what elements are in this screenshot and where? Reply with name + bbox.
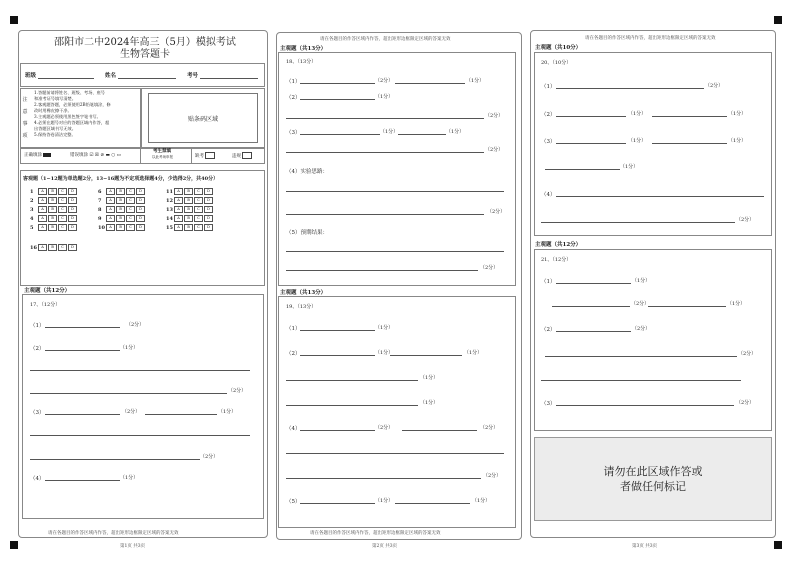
name-label: 姓名 [105, 73, 117, 79]
mc-option-d[interactable]: D [68, 224, 77, 231]
mc-option-d[interactable]: D [68, 188, 77, 195]
q20-4-label: （4） [541, 192, 556, 198]
barcode-label: 贴条码区域 [187, 115, 218, 123]
mc-question-11 [166, 188, 214, 195]
q17-4-label: （4） [30, 476, 45, 482]
q18-1-label: （1） [286, 79, 301, 85]
q18-4-score: （2分） [487, 209, 506, 215]
mc-option-b[interactable]: B [116, 224, 125, 231]
q21-1-field-c[interactable] [648, 306, 726, 307]
mc-option-a[interactable]: A [38, 215, 47, 222]
mc-option-a[interactable]: A [174, 224, 183, 231]
q19-4-label: （4） [286, 426, 301, 432]
mc-option-a[interactable]: A [106, 206, 115, 213]
mc-option-c[interactable]: C [58, 224, 67, 231]
q18-5-line-a[interactable] [286, 251, 504, 252]
mc-number: 14 [166, 215, 173, 222]
q17-1-field[interactable] [45, 327, 120, 328]
mc-option-a[interactable]: A [174, 215, 183, 222]
mc-option-d[interactable]: D [136, 215, 145, 222]
page-1-footer: 第1页 共3页 [120, 544, 146, 549]
mc-number: 12 [166, 197, 173, 204]
mc-option-d[interactable]: D [204, 197, 213, 204]
mc-question-1 [30, 188, 78, 195]
q19-4b-score: （2分） [480, 425, 499, 431]
correct-fill-sample [43, 153, 51, 157]
q20-3-field-b[interactable] [652, 143, 727, 144]
correct-fill-label: 正确填涂 [24, 152, 51, 158]
q17-2b-score: （2分） [228, 388, 247, 394]
q19-5-label: （5） [286, 499, 301, 505]
q19-2-field-a[interactable] [300, 355, 375, 356]
q17-3-label: （3） [30, 410, 45, 416]
absent-label: 缺考 [195, 152, 215, 159]
mc-option-d[interactable]: D [68, 197, 77, 204]
q18-5-score: （2分） [480, 265, 499, 271]
mc-option-c[interactable]: C [126, 188, 135, 195]
q17-1-score: （2分） [126, 322, 145, 328]
no-answer-text-1: 请勿在此区域作答或 [603, 465, 703, 478]
q19-4-field-a[interactable] [300, 430, 375, 431]
q20-3b-score: （1分） [728, 138, 747, 144]
q17-2-field[interactable] [45, 350, 120, 351]
class-field[interactable] [38, 78, 94, 79]
q17-3-field-a[interactable] [45, 414, 120, 415]
mc-option-c[interactable]: C [194, 224, 203, 231]
mc-option-c[interactable]: C [126, 224, 135, 231]
mc-option-d[interactable]: D [136, 224, 145, 231]
mc-option-c[interactable]: C [58, 206, 67, 213]
no-answer-area [534, 437, 772, 521]
barcode-area [148, 93, 258, 143]
q21-2-line[interactable] [545, 356, 737, 357]
mc-question-4 [30, 215, 78, 222]
q18-1-score: （2分） [375, 78, 394, 84]
mc-number: 4 [30, 215, 34, 222]
q18-2-line[interactable] [286, 118, 484, 119]
q18-3-line[interactable] [286, 152, 484, 153]
q19-number: 19、（13分） [286, 304, 317, 310]
mc-option-d[interactable]: D [136, 197, 145, 204]
q21-2-line-b[interactable] [541, 380, 741, 381]
q18-3a-score: （1分） [380, 129, 399, 135]
mc-option-b[interactable]: B [184, 188, 193, 195]
mc-option-d[interactable]: D [204, 206, 213, 213]
q18-3-field-a[interactable] [300, 134, 380, 135]
q17-2-line-b[interactable] [30, 393, 227, 394]
mc-option-c[interactable]: C [194, 215, 203, 222]
q18-2-label: （2） [286, 95, 301, 101]
mc-option-c[interactable]: C [126, 206, 135, 213]
mc-option-c[interactable]: C [194, 188, 203, 195]
mc-question-15 [166, 224, 214, 231]
page-3-footer: 第3页 共3页 [632, 544, 658, 549]
q18-3c-score: （2分） [485, 147, 504, 153]
q20-4-line-a[interactable] [556, 196, 764, 197]
id-label: 考号 [187, 73, 199, 79]
wrong-fill-samples: ☑ ☒ ⊘ ▬ ○ ▭ [89, 153, 121, 158]
q18-number: 18、（13分） [286, 59, 317, 65]
mc-question-9 [98, 215, 146, 222]
q21-3-score: （2分） [736, 400, 755, 406]
mc-option-b[interactable]: B [48, 188, 57, 195]
q21-1-field-b[interactable] [552, 306, 630, 307]
q21-1b-score: （2分） [631, 301, 650, 307]
q19-5b-score: （1分） [472, 498, 491, 504]
q19-5-field-b[interactable] [395, 503, 470, 504]
mc-option-d[interactable]: D [204, 188, 213, 195]
mc-option-b[interactable]: B [184, 206, 193, 213]
q20-3-label: （3） [541, 139, 556, 145]
q19-4a-score: （2分） [375, 425, 394, 431]
q17-2-label: （2） [30, 346, 45, 352]
mc-option-c[interactable]: C [58, 244, 67, 251]
mc-question-10 [98, 224, 146, 231]
q18-5-label: （5）预期结果： [286, 230, 328, 236]
q20-3-field-a[interactable] [556, 143, 626, 144]
page-2-margin-note: 请在各题目的作答区域内作答，超出矩形边框限定区域的答案无效 [310, 531, 441, 536]
mc-question-14 [166, 215, 214, 222]
q21-2-field[interactable] [556, 331, 631, 332]
mc-number: 8 [98, 206, 102, 213]
q17-2-line-a[interactable] [30, 370, 250, 371]
mc-option-c[interactable]: C [194, 206, 203, 213]
mc-option-b[interactable]: B [116, 206, 125, 213]
mc-option-a[interactable]: A [106, 224, 115, 231]
q19-1-score: （1分） [375, 325, 394, 331]
mc-option-d[interactable]: D [68, 244, 77, 251]
mc-option-d[interactable]: D [204, 224, 213, 231]
mc-number: 6 [98, 188, 102, 195]
q17-4-field[interactable] [45, 480, 120, 481]
q18-heading: 主观题（共13分） [280, 46, 327, 52]
q20-1-field[interactable] [556, 88, 704, 89]
q21-heading: 主观题（共12分） [535, 242, 582, 248]
q17-3-line-c[interactable] [30, 435, 250, 436]
mc-option-b[interactable]: B [116, 188, 125, 195]
mc-option-a[interactable]: A [106, 188, 115, 195]
mc-option-a[interactable]: A [38, 197, 47, 204]
q18-1-field[interactable] [300, 83, 375, 84]
q19-4-line-c[interactable] [286, 453, 504, 454]
q17-3b-score: （1分） [218, 409, 237, 415]
q19-4-line-d[interactable] [286, 478, 481, 479]
q19-heading: 主观题（共13分） [280, 290, 327, 296]
mc-number: 1 [30, 188, 34, 195]
sheet-subtitle: 生物答题卡 [120, 49, 170, 60]
mc-question-8 [98, 206, 146, 213]
mc-question-7 [98, 197, 146, 204]
q20-3-field-c[interactable] [545, 169, 620, 170]
page-2-footer: 第2页 共3页 [372, 544, 398, 549]
mc-question-13 [166, 206, 214, 213]
q17-3-line-d[interactable] [30, 459, 200, 460]
q19-4c-score: （2分） [483, 473, 502, 479]
q21-1-label: （1） [541, 279, 556, 285]
mc-option-b[interactable]: B [184, 215, 193, 222]
q19-2a-score: （1分） [375, 350, 394, 356]
mc-question-6 [98, 188, 146, 195]
absent-box[interactable] [205, 152, 215, 159]
q21-2-label: （2） [541, 327, 556, 333]
q19-2-label: （2） [286, 351, 301, 357]
q19-2-field-c[interactable] [286, 380, 418, 381]
mc-option-d[interactable]: D [68, 206, 77, 213]
q17-3-field-b[interactable] [145, 414, 217, 415]
mc-option-a[interactable]: A [38, 224, 47, 231]
mc-option-a[interactable]: A [38, 206, 47, 213]
mc-option-a[interactable]: A [106, 215, 115, 222]
mc-number: 3 [30, 206, 34, 213]
mc-option-c[interactable]: C [58, 215, 67, 222]
notice-side-label: 注 意 事 项 [22, 97, 28, 139]
mc-option-c[interactable]: C [126, 197, 135, 204]
q18-1-field-b[interactable] [395, 83, 465, 84]
mc-option-d[interactable]: D [68, 215, 77, 222]
q21-number: 21、（12分） [541, 257, 572, 263]
q20-1-label: （1） [541, 84, 556, 90]
mc-option-d[interactable]: D [204, 215, 213, 222]
mc-option-b[interactable]: B [48, 224, 57, 231]
mc-number: 10 [98, 224, 105, 231]
q20-3a-score: （1分） [628, 138, 647, 144]
mc-question-12 [166, 197, 214, 204]
q19-5a-score: （1分） [375, 498, 394, 504]
mc-option-c[interactable]: C [58, 188, 67, 195]
mc-option-a[interactable]: A [38, 244, 47, 251]
mc-option-b[interactable]: B [184, 224, 193, 231]
q19-2b-score: （1分） [464, 350, 483, 356]
q18-4-line-b[interactable] [286, 214, 484, 215]
name-field[interactable] [118, 78, 176, 79]
q18-2-score: （1分） [375, 94, 394, 100]
q19-3-score: （1分） [420, 400, 439, 406]
mc-number: 5 [30, 224, 34, 231]
q18-3b-score: （1分） [446, 129, 465, 135]
notice-text: 1.答题前请将姓名、班级、考场、座号 和准考证号填写清楚。 2.客观题答题，必须使用2B铅笔填涂，修 改时用橡皮擦干净。 3.主观题必须使用黑色签字笔书写。 4.必须在题号对应的答题区域内作答，超 出答题区域书写无效。 5.保持答卷清洁完整。 [34, 90, 111, 137]
class-label: 班级 [25, 73, 37, 79]
q18-4-line-a[interactable] [286, 191, 504, 192]
mc-option-b[interactable]: B [116, 197, 125, 204]
no-answer-text-2: 者做任何标记 [620, 480, 686, 493]
q19-2-field-b[interactable] [390, 355, 462, 356]
student-info-box [20, 63, 265, 87]
mc-option-b[interactable]: B [184, 197, 193, 204]
q20-2-field-b[interactable] [652, 116, 727, 117]
q20-2b-score: （1分） [728, 111, 747, 117]
registration-mark-top-right [774, 16, 782, 24]
q19-1-label: （1） [286, 326, 301, 332]
mc-option-a[interactable]: A [174, 188, 183, 195]
q17-2-score: （1分） [120, 345, 139, 351]
violation-label: 违规 [232, 152, 252, 159]
mc-option-b[interactable]: B [48, 244, 57, 251]
violation-box[interactable] [242, 152, 252, 159]
q18-2-field[interactable] [300, 99, 375, 100]
q20-1-score: （2分） [705, 83, 724, 89]
page-2-top-note: 请在各题目的作答区域内作答，超出矩形边框限定区域的答案无效 [320, 37, 451, 42]
q17-1-label: （1） [30, 323, 45, 329]
page-3-top-note: 请在各题目的作答区域内作答，超出矩形边框限定区域的答案无效 [585, 36, 716, 41]
mc-number: 7 [98, 197, 102, 204]
q20-4-score: （2分） [736, 217, 755, 223]
q19-4-field-b[interactable] [402, 430, 477, 431]
mc-number: 15 [166, 224, 173, 231]
mc-option-d[interactable]: D [136, 206, 145, 213]
q21-2b-score: （2分） [738, 351, 757, 357]
objective-heading: 客观题（1~12题为单选题2分，13~16题为不定项选择题4分，少选得2分，共40分） [23, 176, 219, 182]
mc-number: 16 [30, 244, 37, 251]
mc-option-b[interactable]: B [116, 215, 125, 222]
mc-option-c[interactable]: C [126, 215, 135, 222]
mc-option-a[interactable]: A [38, 188, 47, 195]
mc-question-3 [30, 206, 78, 213]
mc-option-c[interactable]: C [58, 197, 67, 204]
mc-number: 2 [30, 197, 34, 204]
teacher-only-sub: 以此考场申报 [152, 155, 173, 159]
teacher-only-label: 考生禁填 [153, 149, 171, 154]
q21-3-field[interactable] [556, 405, 734, 406]
q20-answer-box [534, 52, 772, 236]
q21-3-label: （3） [541, 401, 556, 407]
registration-mark-bottom-right [774, 541, 782, 549]
q21-1-score: （1分） [632, 278, 651, 284]
mc-option-b[interactable]: B [48, 215, 57, 222]
q17-3c-score: （2分） [200, 454, 219, 460]
exam-title: 邵阳市二中2024年高三（5月）模拟考试 [54, 37, 236, 48]
q18-2b-score: （2分） [485, 113, 504, 119]
q18-4-label: （4）实验思路： [286, 169, 328, 175]
mc-question-16 [30, 244, 78, 251]
mc-option-b[interactable]: B [48, 197, 57, 204]
q17-3a-score: （2分） [122, 409, 141, 415]
q18-3-field-b[interactable] [398, 134, 446, 135]
mc-option-d[interactable]: D [136, 188, 145, 195]
q18-5-line-b[interactable] [286, 270, 478, 271]
q21-2-score: （2分） [632, 326, 651, 332]
q20-number: 20、（10分） [541, 60, 572, 66]
mc-option-a[interactable]: A [106, 197, 115, 204]
page-1-margin-note: 请在各题目的作答区域内作答，超出矩形边框限定区域的答案无效 [48, 531, 179, 536]
q20-2-field-a[interactable] [556, 116, 626, 117]
q17-4-score: （1分） [120, 475, 139, 481]
registration-mark-bottom-left [10, 541, 18, 549]
q20-heading: 主观题（共10分） [535, 45, 582, 51]
q19-3-field[interactable] [286, 405, 418, 406]
mc-option-a[interactable]: A [174, 197, 183, 204]
q19-5-field-a[interactable] [300, 503, 375, 504]
q20-4-line-b[interactable] [541, 222, 735, 223]
q20-2-label: （2） [541, 112, 556, 118]
mc-option-a[interactable]: A [174, 206, 183, 213]
q18-3-label: （3） [286, 130, 301, 136]
mc-question-5 [30, 224, 78, 231]
mc-option-b[interactable]: B [48, 206, 57, 213]
q20-2a-score: （1分） [628, 111, 647, 117]
mc-number: 13 [166, 206, 173, 213]
mc-option-c[interactable]: C [194, 197, 203, 204]
registration-mark-top-left [10, 16, 18, 24]
mc-number: 11 [166, 188, 173, 195]
q18-1b-score: （1分） [466, 78, 485, 84]
q17-number: 17、（12分） [30, 302, 61, 308]
q19-2c-score: （1分） [420, 375, 439, 381]
q19-1-field[interactable] [300, 330, 375, 331]
q21-1-field[interactable] [556, 283, 631, 284]
mc-number: 9 [98, 215, 102, 222]
q20-3c-score: （1分） [620, 164, 639, 170]
q17-heading: 主观题（共12分） [24, 288, 71, 294]
id-field[interactable] [200, 78, 258, 79]
wrong-fill-label: 错误填涂 ☑ ☒ ⊘ ▬ ○ ▭ [70, 153, 121, 158]
mc-question-2 [30, 197, 78, 204]
q21-1c-score: （1分） [727, 301, 746, 307]
